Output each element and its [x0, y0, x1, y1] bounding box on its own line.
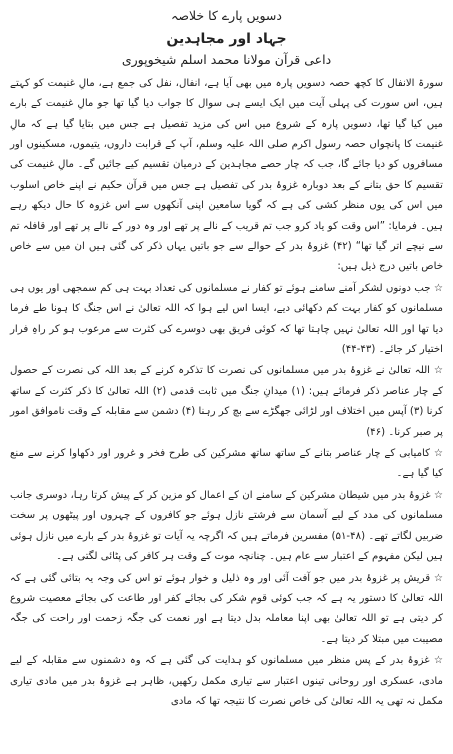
article-header — [10, 8, 443, 68]
article-body — [10, 74, 443, 713]
article-title: دسویں پارے کا خلاصہ — [171, 8, 282, 23]
point-paragraph: ☆ جب دونوں لشکر آمنے سامنے ہوئے تو کفار نے مسلمانوں کی تعداد بہت ہی کم سمجھی اور یوں ہی مسلمانوں کو کفار بہت کم دکھائی دیے، ایسا اس لیے ہوا کہ اللہ تعالیٰ نے اس جنگ کا ہونا طے فرما دیا تھا اور اللہ تعالیٰ نہیں چاہتا تھا کہ کوئی فریق بھی دوسرے کی کثرت سے مرعوب ہو کر راہِ فرار اختیار کر جائے۔ (۴۳-۴۴) — [10, 282, 443, 356]
point-paragraph: ☆ غزوۂ بدر کے پس منظر میں مسلمانوں کو ہدایت کی گئی ہے کہ وہ دشمنوں سے مقابلہ کے لیے مادی، عسکری اور روحانی تینوں اعتبار سے تیاری مکمل رکھیں، ظاہر ہے غزوۂ بدر میں مادی تیاری مکمل نہ تھی یہ اللہ تعالیٰ کی خاص نصرت کا نتیجہ تھا کہ مادی — [10, 655, 443, 707]
point-paragraph: ☆ قریش پر غزوۂ بدر میں جو آفت آئی اور وہ ذلیل و خوار ہوئے تو اس کی وجہ یہ بتائی گئی ہے کہ اللہ تعالیٰ کا دستور یہ ہے کہ جب کوئی قوم شکر کی بجائے کفر اور طاعت کی بجائے معصیت شروع کر دیتی ہے تو اللہ تعالیٰ بھی اپنا معاملہ بدل دیتا ہے اور نعمت کی جگہ زحمت اور راحت کی جگہ مصیبت میں مبتلا کر دیتا ہے۔ — [10, 572, 443, 645]
intro-paragraph: سورۃ الانفال کا کچھ حصہ دسویں پارہ میں بھی آیا ہے، انفال، نفل کی جمع ہے، مالِ غنیمت کو کہتے ہیں، اس سورت کی پہلی آیت میں ایک ایسے ہی سوال کا جواب دیا گیا تھا جو مالِ غنیمت کے بارے میں کیا گیا تھا، دسویں پارہ کے شروع میں اس کی مزید تفصیل ہے جس میں بتایا گیا ہے کہ مالِ غنیمت کا پانچواں حصہ رسول اکرم صلی اللہ علیہ وسلم، آپ کے قرابت داروں، یتیموں، مسکینوں اور مسافروں کو دیا جائے گا، جب کہ چار حصے مجاہدین کے درمیان تقسیم کیے جائیں گے۔ مالِ غنیمت کی تقسیم کا حق بتانے کے بعد دوبارہ غزوۂ بدر کی تفصیل ہے جس میں قرآن حکیم نے اپنے خاص اسلوب میں اس کی یوں منظر کشی کی ہے کہ گویا سامعین اپنی آنکھوں سے اس غزوہ کا حال دیکھ رہے ہیں۔ فرمایا: ”اس وقت کو یاد کرو جب تم قریب کے نالے پر تھے اور وہ دور کے نالے پر تھے اور قافلہ تم سے نیچے اتر گیا تھا“ (۴۲) غزوۂ بدر کے حوالے سے جو باتیں یہاں ذکر کی گئی ہیں ان میں سے خاص خاص باتیں درج ذیل ہیں: — [10, 77, 443, 273]
point-paragraph: ☆ کامیابی کے چار عناصر بتانے کے ساتھ ساتھ مشرکین کی طرح فخر و غرور اور دکھاوا کرنے سے منع کیا گیا ہے۔ — [10, 448, 443, 480]
point-paragraph: ☆ غزوۂ بدر میں شیطان مشرکین کے سامنے ان کے اعمال کو مزین کر کے پیش کرتا رہا، دوسری جانب مسلمانوں کی مدد کے لیے آسمان سے فرشتے نازل ہوئے جو کافروں کے چہروں اور پیٹھوں پر سخت ضربیں لگاتے تھے۔ (۴۸-۵۱) مفسرین فرماتے ہیں کہ اگرچہ یہ آیات تو غزوۂ بدر کے بارے میں نازل ہوئی ہیں لیکن مفہوم کے اعتبار سے عام ہیں۔ چنانچہ موت کے وقت ہر کافر کی پٹائی لگتی ہے۔ — [10, 489, 443, 563]
article-author: داعی قرآن مولانا محمد اسلم شیخوپوری — [121, 52, 332, 68]
article-subtitle: جہاد اور مجاہدین — [166, 30, 287, 47]
point-paragraph: ☆ اللہ تعالیٰ نے غزوۂ بدر میں مسلمانوں کی نصرت کا تذکرہ کرنے کے بعد اللہ کی نصرت کے حصول کے چار عناصر ذکر فرمائے ہیں: (۱) میدانِ جنگ میں ثابت قدمی (۲) اللہ تعالیٰ کا ذکر کثرت کے ساتھ کرنا (۳) آپس میں اختلاف اور لڑائی جھگڑے سے بچ کر رہنا (۴) دشمن سے مقابلہ کے وقت ناموافق امور پر صبر کرنا۔ (۴۶) — [10, 365, 444, 438]
